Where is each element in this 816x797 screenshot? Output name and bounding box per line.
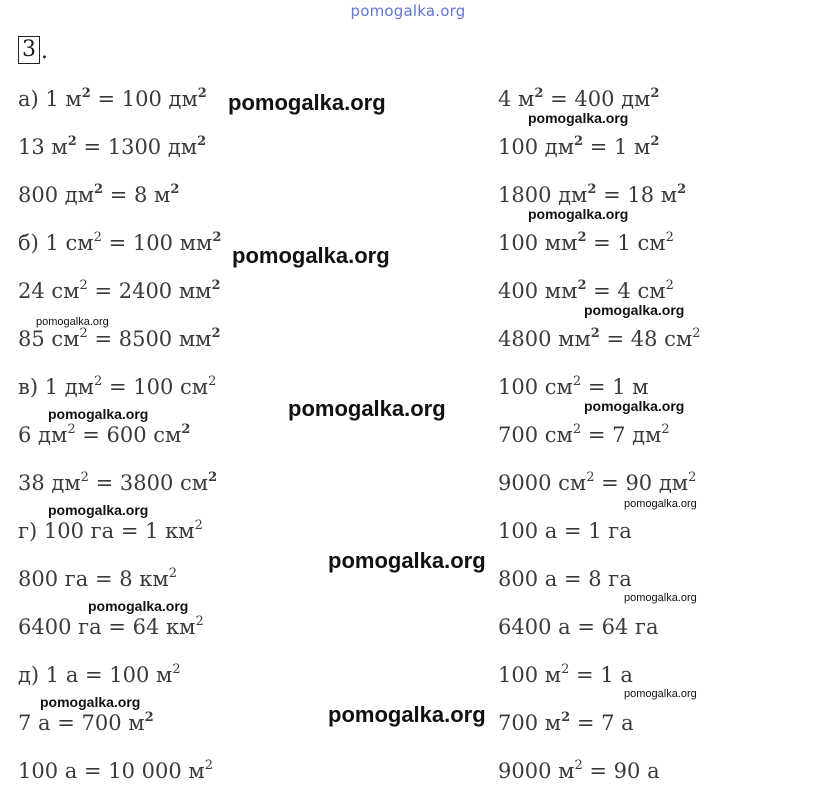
exponent: 2	[197, 134, 207, 149]
right-equation	[498, 518, 632, 544]
watermark-text: pomogalka.org	[528, 110, 629, 126]
watermark-text: pomogalka.org	[624, 688, 697, 700]
watermark-text: pomogalka.org	[528, 206, 629, 222]
watermark-text: pomogalka.org	[40, 694, 141, 710]
exponent: 2	[650, 86, 660, 101]
equation-text: 6400 а = 64 га	[498, 615, 659, 639]
exponent: 2	[67, 422, 76, 437]
exponent: 2	[577, 230, 587, 245]
exponent: 2	[197, 86, 207, 101]
exponent: 2	[665, 278, 674, 293]
equation-text: 85 см	[18, 327, 80, 351]
exponent: 2	[195, 614, 204, 629]
right-equation	[498, 710, 634, 736]
equation-text: = 3800 см	[88, 471, 209, 495]
right-equation	[498, 134, 659, 160]
equation-text: 9000 см	[498, 471, 587, 495]
watermark-text: pomogalka.org	[228, 90, 386, 115]
watermark-text: pomogalka.org	[328, 548, 486, 573]
equation-text: 800 га = 8 км	[18, 567, 169, 591]
exponent: 2	[561, 662, 570, 677]
right-equation	[498, 614, 659, 640]
equation-text: 9000 м	[498, 759, 575, 783]
exponent: 2	[81, 86, 91, 101]
equation-text: 100 а = 10 000 м	[18, 759, 205, 783]
watermark-text: pomogalka.org	[88, 598, 189, 614]
left-equation	[18, 662, 181, 688]
left-equation	[18, 566, 177, 592]
equation-text: 700 см	[498, 423, 573, 447]
equation-text: = 1 м	[581, 375, 649, 399]
task-number	[18, 36, 48, 64]
equation-text: = 100 дм	[90, 87, 198, 111]
exponent: 2	[181, 422, 191, 437]
exponent: 2	[204, 758, 213, 773]
watermark-text: pomogalka.org	[36, 316, 109, 328]
equation-text: в) 1 дм	[18, 375, 94, 399]
right-equation	[498, 566, 632, 592]
equation-text: = 8500 мм	[87, 327, 212, 351]
left-equation	[18, 182, 179, 208]
left-equation	[18, 710, 154, 736]
watermark-text: pomogalka.org	[288, 396, 446, 421]
left-equation	[18, 470, 217, 496]
exponent: 2	[586, 470, 595, 485]
equation-text: 24 см	[18, 279, 80, 303]
equation-text: 100 дм	[498, 135, 575, 159]
right-equation	[498, 278, 674, 304]
watermark-text: pomogalka.org	[328, 702, 486, 727]
exponent: 2	[67, 134, 77, 149]
right-equation	[498, 326, 701, 352]
right-equation	[498, 758, 660, 784]
equation-text: 800 а = 8 га	[498, 567, 632, 591]
exponent: 2	[194, 518, 203, 533]
equation-text: 13 м	[18, 135, 68, 159]
equation-text: = 8 м	[103, 183, 171, 207]
left-equation	[18, 758, 213, 784]
exponent: 2	[80, 470, 89, 485]
left-equation	[18, 422, 190, 448]
exponent: 2	[212, 230, 222, 245]
task-number-box: 3	[18, 36, 40, 64]
left-equation	[18, 518, 203, 544]
equation-text: = 1 см	[586, 231, 666, 255]
equation-text: д) 1 а = 100 м	[18, 663, 173, 687]
exponent: 2	[168, 566, 178, 581]
equation-text: 100 а = 1 га	[498, 519, 632, 543]
exponent: 2	[144, 710, 154, 725]
equation-text: 6 дм	[18, 423, 68, 447]
equation-text: = 4 см	[586, 279, 666, 303]
exponent: 2	[170, 182, 180, 197]
exponent: 2	[211, 278, 221, 293]
equation-text: = 48 см	[599, 327, 693, 351]
right-equation	[498, 374, 648, 400]
watermark-text: pomogalka.org	[624, 592, 697, 604]
exponent: 2	[208, 374, 217, 389]
equation-text: 700 м	[498, 711, 562, 735]
equation-text: = 1300 дм	[76, 135, 198, 159]
task-number-dot: .	[41, 39, 48, 64]
equation-text: = 100 мм	[101, 231, 213, 255]
left-equation	[18, 374, 216, 400]
exponent: 2	[79, 326, 88, 341]
exponent: 2	[94, 374, 103, 389]
equation-text: = 18 м	[596, 183, 678, 207]
exponent: 2	[688, 470, 697, 485]
right-equation	[498, 662, 633, 688]
watermark-text: pomogalka.org	[584, 302, 685, 318]
exponent: 2	[692, 326, 701, 341]
right-equation	[498, 470, 696, 496]
equation-text: = 1 а	[569, 663, 633, 687]
equation-text: 100 см	[498, 375, 573, 399]
equation-text: = 90 дм	[594, 471, 689, 495]
equation-text: 100 мм	[498, 231, 578, 255]
exponent: 2	[677, 182, 687, 197]
equation-text: 4800 мм	[498, 327, 591, 351]
exponent: 2	[561, 710, 571, 725]
exponent: 2	[574, 758, 583, 773]
exponent: 2	[572, 422, 582, 437]
equation-text: = 90 а	[582, 759, 660, 783]
left-equation	[18, 614, 204, 640]
exponent: 2	[93, 230, 102, 245]
equation-text: 100 м	[498, 663, 562, 687]
exponent: 2	[650, 134, 660, 149]
equation-text: = 7 а	[570, 711, 634, 735]
left-equation	[18, 86, 207, 112]
exponent: 2	[94, 182, 104, 197]
equation-text: б) 1 см	[18, 231, 94, 255]
left-equation	[18, 326, 221, 352]
right-equation	[498, 422, 670, 448]
exponent: 2	[79, 278, 88, 293]
equation-text: 6400 га = 64 км	[18, 615, 196, 639]
watermark-text: pomogalka.org	[48, 406, 149, 422]
equation-text: 400 мм	[498, 279, 578, 303]
equation-text: 4 м	[498, 87, 535, 111]
exponent: 2	[661, 422, 670, 437]
equation-text: 1800 дм	[498, 183, 588, 207]
exponent: 2	[534, 86, 544, 101]
equation-text: = 400 дм	[543, 87, 651, 111]
equation-text: а) 1 м	[18, 87, 82, 111]
equation-text: = 2400 мм	[87, 279, 212, 303]
exponent: 2	[665, 230, 674, 245]
watermark-text: pomogalka.org	[624, 498, 697, 510]
exponent: 2	[590, 326, 600, 341]
site-watermark: pomogalka.org	[350, 2, 466, 20]
equation-text: = 600 см	[75, 423, 182, 447]
left-equation	[18, 230, 221, 256]
exponent: 2	[211, 326, 221, 341]
equation-text: 38 дм	[18, 471, 81, 495]
right-equation	[498, 230, 674, 256]
right-equation	[498, 86, 659, 112]
exponent: 2	[577, 278, 587, 293]
watermark-text: pomogalka.org	[48, 502, 149, 518]
exponent: 2	[208, 470, 218, 485]
equation-text: = 1 м	[583, 135, 651, 159]
exponent: 2	[572, 374, 582, 389]
left-equation	[18, 134, 206, 160]
equation-text: г) 100 га = 1 км	[18, 519, 195, 543]
exponent: 2	[172, 662, 181, 677]
equation-text: = 7 дм	[581, 423, 662, 447]
watermark-text: pomogalka.org	[584, 398, 685, 414]
right-equation	[498, 182, 686, 208]
watermark-text: pomogalka.org	[232, 243, 390, 268]
equation-text: 7 а = 700 м	[18, 711, 145, 735]
exponent: 2	[574, 134, 584, 149]
equation-text: = 100 см	[102, 375, 209, 399]
equation-text: 800 дм	[18, 183, 95, 207]
exponent: 2	[587, 182, 597, 197]
left-equation	[18, 278, 221, 304]
